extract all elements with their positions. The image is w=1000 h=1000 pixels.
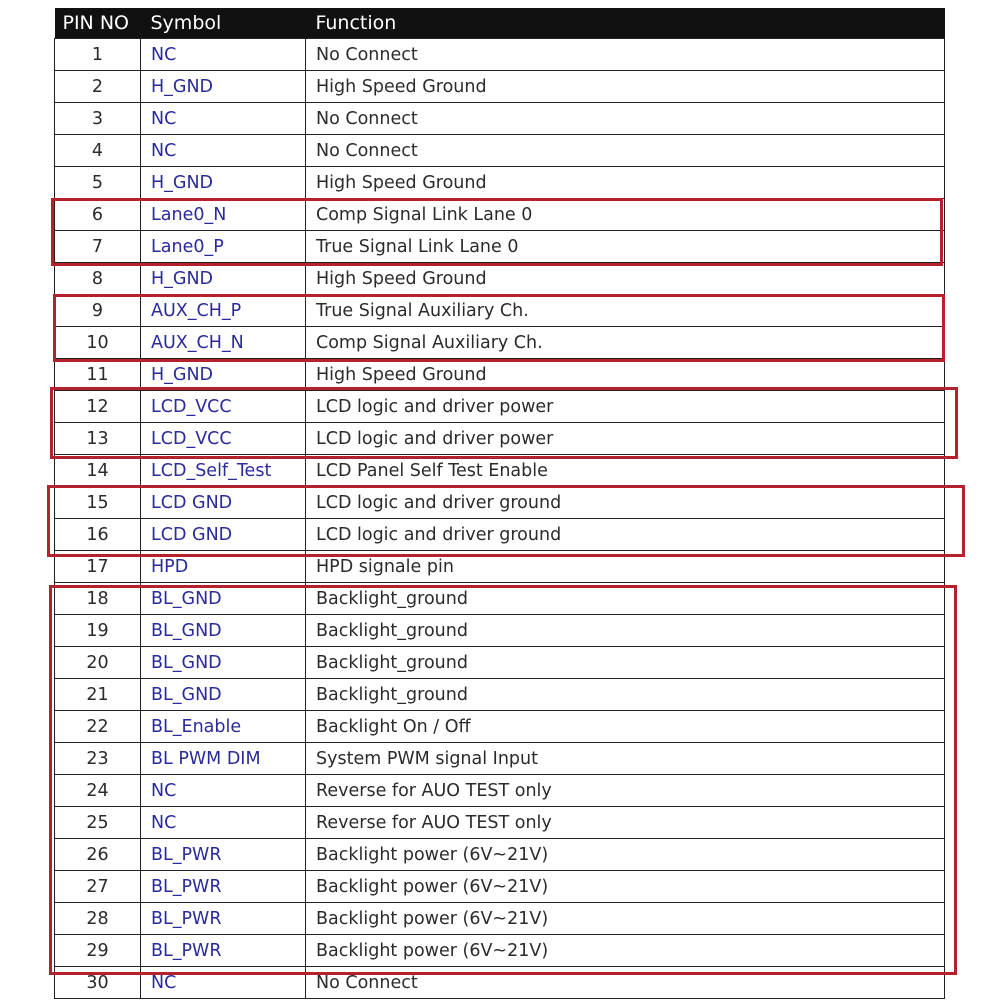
table-row (55, 615, 945, 647)
table-row (55, 775, 945, 807)
function-cell: Backlight power (6V~21V) (306, 935, 945, 967)
header-symbol: Symbol (141, 8, 306, 39)
table-row (55, 71, 945, 103)
table-row (55, 807, 945, 839)
table-row (55, 263, 945, 295)
function-cell: No Connect (306, 967, 945, 999)
header-row (55, 8, 945, 39)
symbol-cell: AUX_CH_P (141, 295, 306, 327)
table-row (55, 967, 945, 999)
pin-number-cell: 13 (55, 423, 141, 455)
pin-number-cell: 7 (55, 231, 141, 263)
symbol-cell: BL_PWR (141, 935, 306, 967)
function-cell: True Signal Link Lane 0 (306, 231, 945, 263)
table-row (55, 935, 945, 967)
pin-number-cell: 10 (55, 327, 141, 359)
header-function: Function (306, 8, 945, 39)
symbol-cell: H_GND (141, 167, 306, 199)
pin-number-cell: 21 (55, 679, 141, 711)
function-cell: System PWM signal Input (306, 743, 945, 775)
function-cell: No Connect (306, 103, 945, 135)
function-cell: Backlight_ground (306, 583, 945, 615)
table-row (55, 871, 945, 903)
pin-number-cell: 29 (55, 935, 141, 967)
pin-number-cell: 8 (55, 263, 141, 295)
function-cell: Backlight power (6V~21V) (306, 871, 945, 903)
symbol-cell: AUX_CH_N (141, 327, 306, 359)
symbol-cell: H_GND (141, 263, 306, 295)
symbol-cell: LCD_VCC (141, 423, 306, 455)
symbol-cell: H_GND (141, 71, 306, 103)
pin-number-cell: 5 (55, 167, 141, 199)
function-cell: Comp Signal Link Lane 0 (306, 199, 945, 231)
symbol-cell: BL_GND (141, 615, 306, 647)
pin-number-cell: 15 (55, 487, 141, 519)
function-cell: LCD logic and driver power (306, 391, 945, 423)
pin-number-cell: 2 (55, 71, 141, 103)
pin-number-cell: 17 (55, 551, 141, 583)
function-cell: High Speed Ground (306, 359, 945, 391)
function-cell: No Connect (306, 135, 945, 167)
symbol-cell: BL PWM DIM (141, 743, 306, 775)
pin-number-cell: 25 (55, 807, 141, 839)
pin-number-cell: 30 (55, 967, 141, 999)
function-cell: Backlight_ground (306, 679, 945, 711)
header-pin-no: PIN NO (55, 8, 141, 39)
pin-number-cell: 9 (55, 295, 141, 327)
symbol-cell: Lane0_N (141, 199, 306, 231)
symbol-cell: LCD_Self_Test (141, 455, 306, 487)
table-row (55, 199, 945, 231)
table-row (55, 647, 945, 679)
pin-number-cell: 4 (55, 135, 141, 167)
function-cell: LCD logic and driver ground (306, 519, 945, 551)
symbol-cell: BL_GND (141, 583, 306, 615)
table-row (55, 391, 945, 423)
symbol-cell: LCD GND (141, 487, 306, 519)
table-body (55, 39, 945, 999)
symbol-cell: LCD GND (141, 519, 306, 551)
pin-number-cell: 20 (55, 647, 141, 679)
pin-number-cell: 27 (55, 871, 141, 903)
pin-number-cell: 18 (55, 583, 141, 615)
table-row (55, 839, 945, 871)
table-row (55, 167, 945, 199)
pin-number-cell: 28 (55, 903, 141, 935)
function-cell: Backlight On / Off (306, 711, 945, 743)
pin-number-cell: 16 (55, 519, 141, 551)
symbol-cell: BL_GND (141, 679, 306, 711)
pin-number-cell: 19 (55, 615, 141, 647)
pin-number-cell: 6 (55, 199, 141, 231)
table-row (55, 519, 945, 551)
pin-number-cell: 12 (55, 391, 141, 423)
symbol-cell: BL_PWR (141, 871, 306, 903)
function-cell: LCD Panel Self Test Enable (306, 455, 945, 487)
table-row (55, 455, 945, 487)
symbol-cell: Lane0_P (141, 231, 306, 263)
symbol-cell: BL_PWR (141, 903, 306, 935)
function-cell: HPD signale pin (306, 551, 945, 583)
function-cell: Reverse for AUO TEST only (306, 775, 945, 807)
symbol-cell: NC (141, 775, 306, 807)
function-cell: High Speed Ground (306, 71, 945, 103)
table-row (55, 327, 945, 359)
table-row (55, 583, 945, 615)
function-cell: Backlight_ground (306, 615, 945, 647)
symbol-cell: NC (141, 39, 306, 71)
pin-number-cell: 22 (55, 711, 141, 743)
table-row (55, 711, 945, 743)
pin-number-cell: 11 (55, 359, 141, 391)
table-row (55, 103, 945, 135)
pin-number-cell: 14 (55, 455, 141, 487)
symbol-cell: BL_GND (141, 647, 306, 679)
function-cell: High Speed Ground (306, 263, 945, 295)
function-cell: No Connect (306, 39, 945, 71)
function-cell: Backlight power (6V~21V) (306, 839, 945, 871)
symbol-cell: BL_PWR (141, 839, 306, 871)
function-cell: LCD logic and driver power (306, 423, 945, 455)
table-row (55, 295, 945, 327)
table-row (55, 423, 945, 455)
table-row (55, 39, 945, 71)
table-header (55, 8, 945, 39)
pin-number-cell: 3 (55, 103, 141, 135)
function-cell: True Signal Auxiliary Ch. (306, 295, 945, 327)
function-cell: Comp Signal Auxiliary Ch. (306, 327, 945, 359)
table-row (55, 487, 945, 519)
symbol-cell: NC (141, 807, 306, 839)
table-row (55, 359, 945, 391)
symbol-cell: HPD (141, 551, 306, 583)
pin-number-cell: 24 (55, 775, 141, 807)
table-row (55, 135, 945, 167)
pin-number-cell: 1 (55, 39, 141, 71)
function-cell: LCD logic and driver ground (306, 487, 945, 519)
table-row (55, 903, 945, 935)
function-cell: Reverse for AUO TEST only (306, 807, 945, 839)
table-row (55, 551, 945, 583)
pin-table (54, 8, 945, 999)
function-cell: Backlight power (6V~21V) (306, 903, 945, 935)
pin-number-cell: 23 (55, 743, 141, 775)
table-row (55, 743, 945, 775)
symbol-cell: NC (141, 135, 306, 167)
table-row (55, 231, 945, 263)
pin-number-cell: 26 (55, 839, 141, 871)
symbol-cell: H_GND (141, 359, 306, 391)
function-cell: High Speed Ground (306, 167, 945, 199)
symbol-cell: NC (141, 103, 306, 135)
function-cell: Backlight_ground (306, 647, 945, 679)
symbol-cell: LCD_VCC (141, 391, 306, 423)
symbol-cell: NC (141, 967, 306, 999)
table-row (55, 679, 945, 711)
symbol-cell: BL_Enable (141, 711, 306, 743)
